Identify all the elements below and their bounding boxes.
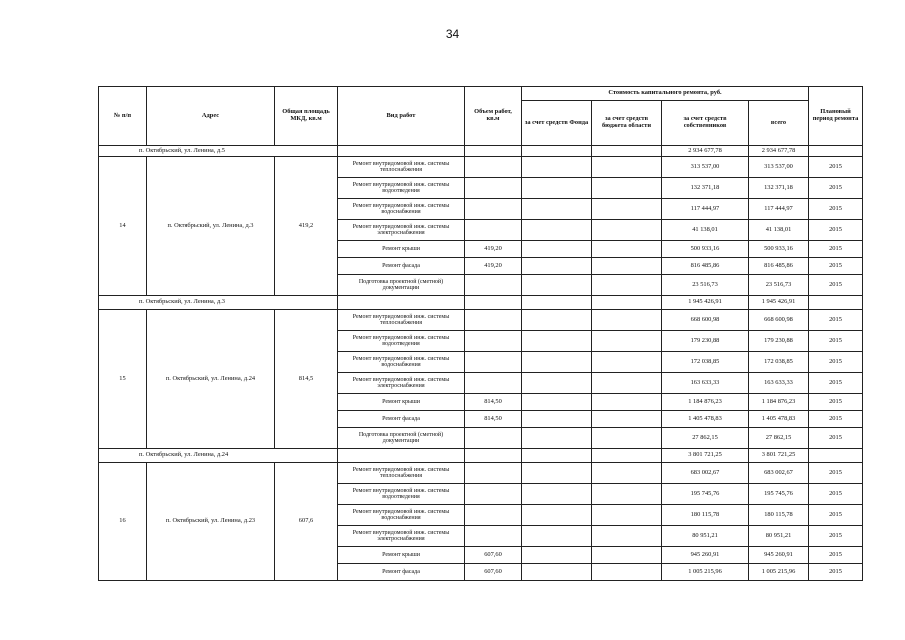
row-work-type: Ремонт внутридомовой инж. системы водоснабжения <box>338 505 465 526</box>
row-total: 172 038,85 <box>749 352 809 373</box>
row-fund <box>522 310 592 331</box>
header-regional: за счет средств бюджета области <box>592 101 662 146</box>
row-address: п. Октябрьский, ул. Ленина, д.3 <box>147 157 275 296</box>
summary-volume <box>465 146 522 157</box>
row-total: 41 138,01 <box>749 220 809 241</box>
summary-owners: 1 945 426,91 <box>662 296 749 310</box>
row-period: 2015 <box>809 547 863 564</box>
row-work-type: Ремонт внутридомовой инж. системы электроснабжения <box>338 373 465 394</box>
summary-volume <box>465 296 522 310</box>
summary-owners: 2 934 677,78 <box>662 146 749 157</box>
row-work-type: Ремонт внутридомовой инж. системы водоснабжения <box>338 199 465 220</box>
row-owners: 500 933,16 <box>662 241 749 258</box>
row-period: 2015 <box>809 178 863 199</box>
row-volume <box>465 157 522 178</box>
row-total: 668 600,98 <box>749 310 809 331</box>
row-owners: 1 005 215,96 <box>662 564 749 581</box>
summary-period <box>809 146 863 157</box>
summary-row <box>99 146 863 157</box>
summary-fund <box>522 296 592 310</box>
row-work-type: Ремонт крыши <box>338 547 465 564</box>
summary-work <box>338 296 465 310</box>
row-work-type: Ремонт внутридомовой инж. системы теплоснабжения <box>338 310 465 331</box>
row-work-type: Ремонт внутридомовой инж. системы водоотведения <box>338 484 465 505</box>
row-owners: 668 600,98 <box>662 310 749 331</box>
row-fund <box>522 178 592 199</box>
row-regional <box>592 484 662 505</box>
row-regional <box>592 258 662 275</box>
header-total: всего <box>749 101 809 146</box>
row-owners: 683 002,67 <box>662 463 749 484</box>
header-area: Общая площадь МКД, кв.м <box>275 87 338 146</box>
row-fund <box>522 564 592 581</box>
row-total: 117 444,97 <box>749 199 809 220</box>
row-total: 313 537,00 <box>749 157 809 178</box>
row-regional <box>592 411 662 428</box>
summary-address: п. Октябрьский, ул. Ленина, д.24 <box>99 449 338 463</box>
summary-regional <box>592 449 662 463</box>
row-regional <box>592 241 662 258</box>
row-regional <box>592 220 662 241</box>
row-work-type: Ремонт внутридомовой инж. системы электроснабжения <box>338 526 465 547</box>
row-fund <box>522 220 592 241</box>
row-fund <box>522 331 592 352</box>
row-fund <box>522 394 592 411</box>
summary-row <box>99 449 863 463</box>
row-owners: 80 951,21 <box>662 526 749 547</box>
row-period: 2015 <box>809 220 863 241</box>
row-owners: 41 138,01 <box>662 220 749 241</box>
row-total: 179 230,88 <box>749 331 809 352</box>
summary-period <box>809 296 863 310</box>
row-regional <box>592 428 662 449</box>
row-address: п. Октябрьский, ул. Ленина, д.23 <box>147 463 275 581</box>
row-total: 1 184 876,23 <box>749 394 809 411</box>
summary-regional <box>592 296 662 310</box>
table-row <box>99 310 863 331</box>
row-fund <box>522 505 592 526</box>
row-work-type: Ремонт внутридомовой инж. системы водоснабжения <box>338 352 465 373</box>
capital-repair-table <box>98 86 863 581</box>
header-cost-group: Стоимость капитального ремонта, руб. <box>522 87 809 101</box>
row-volume: 419,20 <box>465 258 522 275</box>
row-work-type: Ремонт внутридомовой инж. системы теплоснабжения <box>338 157 465 178</box>
row-fund <box>522 428 592 449</box>
row-owners: 27 862,15 <box>662 428 749 449</box>
row-volume <box>465 220 522 241</box>
row-fund <box>522 463 592 484</box>
row-regional <box>592 526 662 547</box>
row-period: 2015 <box>809 526 863 547</box>
row-period: 2015 <box>809 564 863 581</box>
row-owners: 163 633,33 <box>662 373 749 394</box>
row-volume <box>465 484 522 505</box>
row-regional <box>592 178 662 199</box>
row-owners: 945 260,91 <box>662 547 749 564</box>
row-work-type: Ремонт фасада <box>338 564 465 581</box>
row-volume <box>465 373 522 394</box>
header-address: Адрес <box>147 87 275 146</box>
row-total: 816 485,86 <box>749 258 809 275</box>
row-total: 27 862,15 <box>749 428 809 449</box>
header-period: Плановый период ремонта <box>809 87 863 146</box>
row-regional <box>592 275 662 296</box>
row-number: 16 <box>99 463 147 581</box>
row-work-type: Ремонт внутридомовой инж. системы водоотведения <box>338 178 465 199</box>
table-row <box>99 463 863 484</box>
row-volume <box>465 310 522 331</box>
header-work-type: Вид работ <box>338 87 465 146</box>
row-fund <box>522 275 592 296</box>
row-regional <box>592 505 662 526</box>
row-work-type: Ремонт фасада <box>338 258 465 275</box>
row-work-type: Ремонт крыши <box>338 241 465 258</box>
row-regional <box>592 463 662 484</box>
table-body <box>99 146 863 581</box>
row-total: 683 002,67 <box>749 463 809 484</box>
row-period: 2015 <box>809 331 863 352</box>
row-period: 2015 <box>809 199 863 220</box>
row-fund <box>522 526 592 547</box>
row-volume <box>465 526 522 547</box>
row-total: 945 260,91 <box>749 547 809 564</box>
row-volume <box>465 275 522 296</box>
summary-row <box>99 296 863 310</box>
row-volume <box>465 505 522 526</box>
row-regional <box>592 157 662 178</box>
header-volume: Объем работ, кв.м <box>465 87 522 146</box>
summary-work <box>338 146 465 157</box>
summary-period <box>809 449 863 463</box>
summary-regional <box>592 146 662 157</box>
row-total: 500 933,16 <box>749 241 809 258</box>
row-period: 2015 <box>809 484 863 505</box>
row-owners: 1 184 876,23 <box>662 394 749 411</box>
row-regional <box>592 394 662 411</box>
row-volume <box>465 428 522 449</box>
row-number: 14 <box>99 157 147 296</box>
row-period: 2015 <box>809 411 863 428</box>
row-regional <box>592 352 662 373</box>
row-fund <box>522 484 592 505</box>
row-owners: 117 444,97 <box>662 199 749 220</box>
summary-total: 3 801 721,25 <box>749 449 809 463</box>
row-work-type: Ремонт внутридомовой инж. системы водоотведения <box>338 331 465 352</box>
row-owners: 23 516,73 <box>662 275 749 296</box>
row-total: 80 951,21 <box>749 526 809 547</box>
summary-work <box>338 449 465 463</box>
row-address: п. Октябрьский, ул. Ленина, д.24 <box>147 310 275 449</box>
row-volume: 607,60 <box>465 564 522 581</box>
row-period: 2015 <box>809 463 863 484</box>
row-fund <box>522 411 592 428</box>
row-fund <box>522 199 592 220</box>
row-work-type: Подготовка проектной (сметной) документации <box>338 428 465 449</box>
row-owners: 180 115,78 <box>662 505 749 526</box>
row-owners: 195 745,76 <box>662 484 749 505</box>
row-area: 814,5 <box>275 310 338 449</box>
row-total: 195 745,76 <box>749 484 809 505</box>
row-period: 2015 <box>809 157 863 178</box>
row-regional <box>592 310 662 331</box>
row-period: 2015 <box>809 241 863 258</box>
row-fund <box>522 373 592 394</box>
row-work-type: Подготовка проектной (сметной) документации <box>338 275 465 296</box>
row-period: 2015 <box>809 352 863 373</box>
row-fund <box>522 241 592 258</box>
row-owners: 1 405 478,83 <box>662 411 749 428</box>
header-num: № п/п <box>99 87 147 146</box>
row-volume <box>465 352 522 373</box>
row-work-type: Ремонт внутридомовой инж. системы электроснабжения <box>338 220 465 241</box>
row-owners: 132 371,18 <box>662 178 749 199</box>
row-volume <box>465 331 522 352</box>
row-period: 2015 <box>809 275 863 296</box>
row-total: 180 115,78 <box>749 505 809 526</box>
row-owners: 172 038,85 <box>662 352 749 373</box>
row-regional <box>592 373 662 394</box>
row-regional <box>592 331 662 352</box>
row-period: 2015 <box>809 373 863 394</box>
row-area: 419,2 <box>275 157 338 296</box>
row-regional <box>592 547 662 564</box>
row-owners: 313 537,00 <box>662 157 749 178</box>
page-number: 34 <box>445 27 460 41</box>
table-row <box>99 157 863 178</box>
row-fund <box>522 258 592 275</box>
row-fund <box>522 352 592 373</box>
row-period: 2015 <box>809 310 863 331</box>
summary-address: п. Октябрьский, ул. Ленина, д.3 <box>99 296 338 310</box>
row-total: 1 405 478,83 <box>749 411 809 428</box>
row-volume: 607,60 <box>465 547 522 564</box>
row-total: 163 633,33 <box>749 373 809 394</box>
summary-owners: 3 801 721,25 <box>662 449 749 463</box>
row-period: 2015 <box>809 505 863 526</box>
row-total: 132 371,18 <box>749 178 809 199</box>
summary-fund <box>522 449 592 463</box>
row-fund <box>522 157 592 178</box>
row-work-type: Ремонт внутридомовой инж. системы теплоснабжения <box>338 463 465 484</box>
row-period: 2015 <box>809 258 863 275</box>
row-area: 607,6 <box>275 463 338 581</box>
row-period: 2015 <box>809 394 863 411</box>
row-total: 23 516,73 <box>749 275 809 296</box>
row-work-type: Ремонт фасада <box>338 411 465 428</box>
summary-total: 2 934 677,78 <box>749 146 809 157</box>
row-volume <box>465 199 522 220</box>
row-volume: 814,50 <box>465 411 522 428</box>
row-volume <box>465 463 522 484</box>
row-regional <box>592 199 662 220</box>
row-fund <box>522 547 592 564</box>
summary-total: 1 945 426,91 <box>749 296 809 310</box>
row-volume: 419,20 <box>465 241 522 258</box>
summary-volume <box>465 449 522 463</box>
row-owners: 816 485,86 <box>662 258 749 275</box>
row-period: 2015 <box>809 428 863 449</box>
header-owners: за счет средств собственников <box>662 101 749 146</box>
row-owners: 179 230,88 <box>662 331 749 352</box>
row-volume <box>465 178 522 199</box>
row-number: 15 <box>99 310 147 449</box>
header-fund: за счет средств Фонда <box>522 101 592 146</box>
summary-address: п. Октябрьский, ул. Ленина, д.5 <box>99 146 338 157</box>
row-work-type: Ремонт крыши <box>338 394 465 411</box>
row-volume: 814,50 <box>465 394 522 411</box>
row-total: 1 005 215,96 <box>749 564 809 581</box>
summary-fund <box>522 146 592 157</box>
row-regional <box>592 564 662 581</box>
